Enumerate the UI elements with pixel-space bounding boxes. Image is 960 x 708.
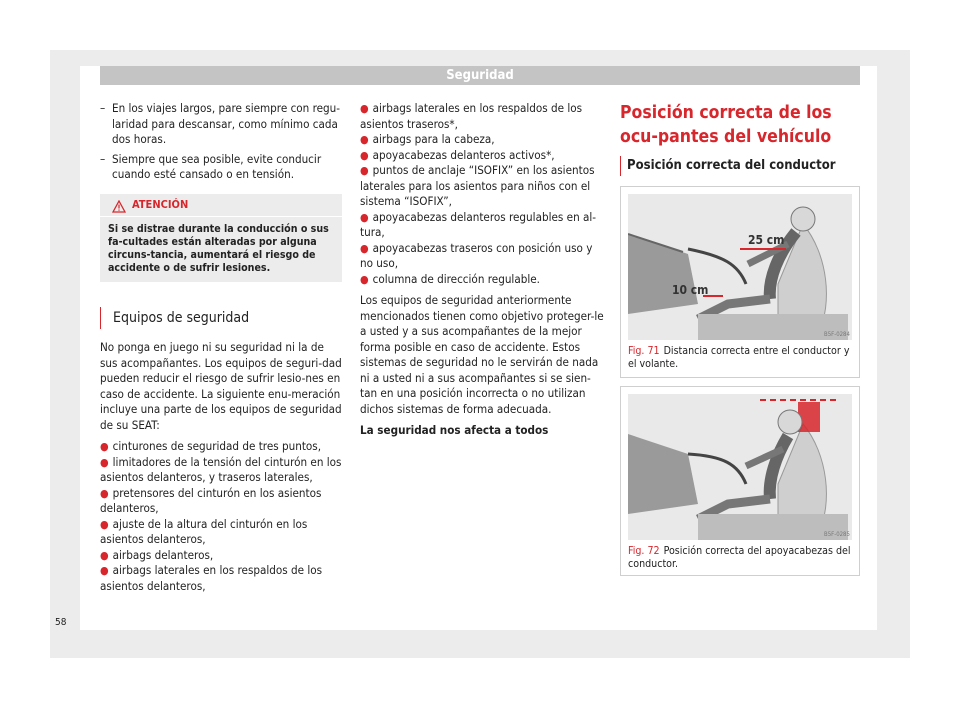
figure-71 [620, 186, 860, 378]
figure-number: Fig. 72 [628, 545, 660, 557]
list-item-text: puntos de anclaje “ISOFIX” en los asientos laterales para los asientos para niños con el sistema “ISOFIX”, [360, 163, 595, 208]
list-item: ● airbags laterales en los respaldos de los asientos delanteros, [100, 563, 323, 593]
dash-item-text: Siempre que sea posible, evite conducir cuando esté cansado o en tensión. [112, 151, 322, 181]
bullet-list [360, 101, 604, 287]
list-item: ● airbags delanteros, [100, 547, 214, 562]
list-item: ● puntos de anclaje “ISOFIX” en los asientos laterales para los asientos para niños con el sistema “ISOFIX”, [360, 163, 595, 208]
list-item-text: columna de dirección regulable. [372, 271, 540, 286]
list-item-text: pretensores del cinturón en los asientos delanteros, [100, 485, 322, 515]
dash-item: – Siempre que sea posible, evite conducir cuando esté cansado o en tensión. [100, 151, 322, 181]
list-item-text: airbags delanteros, [112, 547, 214, 562]
bullet-list [100, 439, 344, 594]
column-1-top [100, 101, 342, 183]
list-item-text: airbags laterales en los respaldos de los asientos traseros*, [360, 101, 583, 131]
figure-code: B5F-0285 [824, 531, 850, 538]
list-item: ● airbags para la cabeza, [360, 132, 495, 146]
list-item-text: ajuste de la altura del cinturón en los asientos delanteros, [100, 516, 308, 546]
column-2 [360, 101, 604, 439]
section-title-equipos: Equipos de seguridad [113, 310, 250, 326]
figure-number: Fig. 71 [628, 345, 660, 357]
page-number: 58 [55, 617, 67, 628]
section-marker [100, 307, 101, 329]
figure-72 [620, 386, 860, 576]
list-item-text: cinturones de seguridad de tres puntos, [112, 439, 322, 453]
list-item-text: airbags para la cabeza, [372, 132, 495, 146]
figure-code: B5F-0284 [824, 331, 850, 338]
subsection-title: Posición correcta del conductor [627, 158, 836, 173]
subsection-marker [620, 156, 621, 176]
warning-header [100, 194, 342, 217]
list-item-text: apoyacabezas traseros con posición uso y no uso, [360, 240, 593, 270]
figure-caption-text: Posición correcta del apoyacabezas del conductor. [628, 545, 851, 570]
label-10cm: 10 cm [672, 283, 709, 297]
figure-caption [628, 545, 854, 571]
list-item: ● columna de dirección regulable. [360, 271, 540, 286]
warning-box [100, 194, 342, 282]
list-item: ● apoyacabezas delanteros regulables en al-tura, [360, 209, 597, 239]
list-item: ● cinturones de seguridad de tres puntos, [100, 439, 322, 453]
list-item: ● apoyacabezas delanteros activos*, [360, 147, 555, 162]
list-item-text: apoyacabezas delanteros activos*, [372, 147, 555, 162]
section-title-posicion: Posición correcta de los ocu-pantes del vehículo [620, 103, 832, 147]
bold-subheading: La seguridad nos afecta a todos [360, 423, 549, 437]
column-1-body [100, 340, 344, 594]
list-item: ● pretensores del cinturón en los asientos delanteros, [100, 485, 322, 515]
list-item: ● ajuste de la altura del cinturón en los asientos delanteros, [100, 516, 308, 546]
page-header: Seguridad [100, 66, 860, 85]
dash-item-text: En los viajes largos, pare siempre con regu-laridad para descansar, como mínimo cada dos horas. [112, 101, 341, 146]
warning-title: ATENCIÓN [132, 198, 189, 211]
dash-item: – En los viajes largos, pare siempre con regu-laridad para descansar, como mínimo cada dos horas. [100, 101, 341, 146]
label-25cm: 25 cm [748, 233, 785, 247]
warning-triangle-icon [112, 198, 126, 217]
warning-text: Si se distrae durante la conducción o sus fa-cultades están alteradas por alguna circuns-tancia, aumentará el riesgo de accidente o de sufrir lesiones. [108, 223, 329, 274]
figure-caption [628, 345, 854, 371]
list-item: ● airbags laterales en los respaldos de los asientos traseros*, [360, 101, 583, 131]
list-item-text: apoyacabezas delanteros regulables en al-tura, [360, 209, 597, 239]
headrest-position-illustration [628, 394, 852, 540]
intro-paragraph: No ponga en juego ni su seguridad ni la de sus acompañantes. Los equipos de seguri-dad pueden reducir el riesgo de sufrir lesio-nes en caso de accidente. La siguiente enu-meración incluye una parte de los equipos de seguridad de su SEAT: [100, 340, 342, 432]
body-paragraph: Los equipos de seguridad anteriormente mencionados tienen como objetivo proteger-le a usted y a sus acompañantes de la mejor forma posible en caso de accidente. Estos sistemas de seguridad no le servirán de nada ni a usted ni a sus acompañantes si se sien-tan en una posición incorrecta o no utilizan dichos sistemas de forma adecuada. [360, 293, 604, 416]
list-item: ● apoyacabezas traseros con posición uso y no uso, [360, 240, 593, 270]
driver-distance-illustration [628, 194, 852, 340]
list-item: ● limitadores de la tensión del cinturón en los asientos delanteros, y traseros laterales, [100, 454, 342, 484]
list-item-text: limitadores de la tensión del cinturón en los asientos delanteros, y traseros laterales, [100, 454, 342, 484]
list-item-text: airbags laterales en los respaldos de los asientos delanteros, [100, 563, 323, 593]
figure-caption-text: Distancia correcta entre el conductor y el volante. [628, 345, 850, 370]
